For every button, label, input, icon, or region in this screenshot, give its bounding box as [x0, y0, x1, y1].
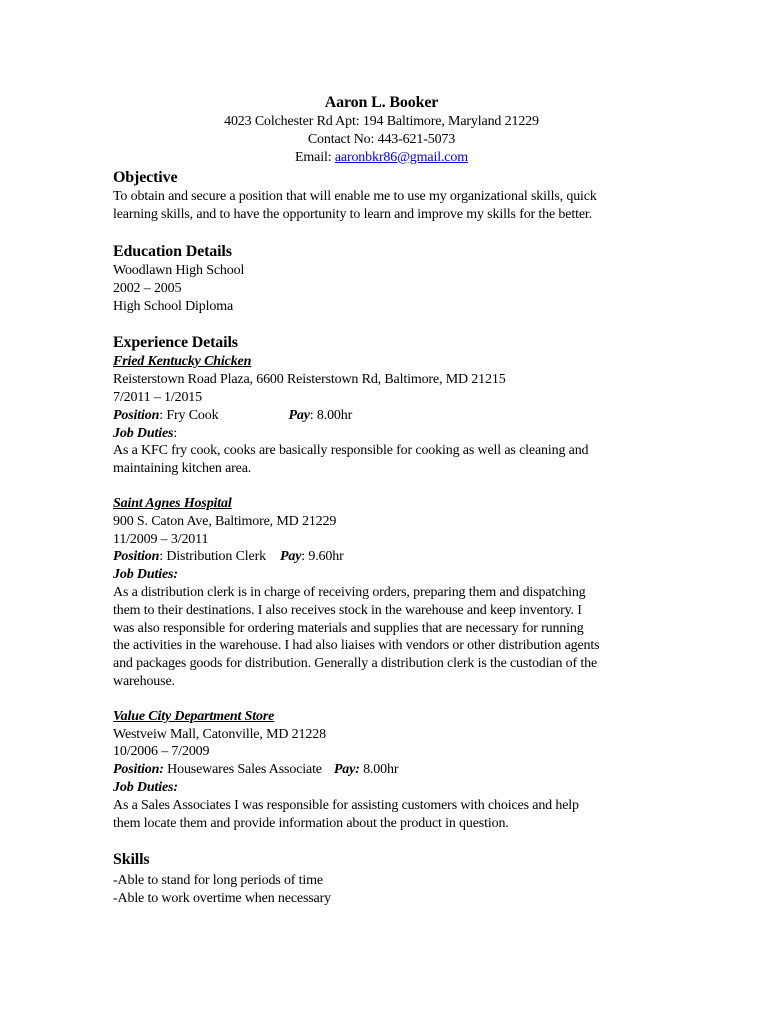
job-position: Fry Cook [166, 407, 219, 423]
duties-separator: : [173, 425, 178, 441]
duties-separator: : [173, 567, 178, 583]
resume-header [110, 93, 653, 166]
job-employer: Saint Agnes Hospital [113, 495, 232, 511]
job-employer: Fried Kentucky Chicken [113, 354, 252, 370]
job-duties-line: was also responsible for ordering materials and supplies that are necessary for running [113, 620, 584, 636]
position-separator: : [159, 407, 167, 423]
pay-separator: : [309, 407, 317, 423]
objective-line-1: To obtain and secure a position that will enable me to use my organizational skills, quick [113, 189, 597, 205]
duties-label: Job Duties [113, 567, 174, 583]
objective-section [113, 168, 653, 224]
job-entry [113, 353, 653, 478]
pay-label: Pay [279, 549, 302, 565]
job-duties-line: the activities in the warehouse. I had also liaises with vendors or other distribution agents [113, 638, 600, 654]
job-duties-label-line [113, 779, 653, 797]
skill-item: -Able to stand for long periods of time [113, 873, 323, 889]
skill-item: -Able to work overtime when necessary [113, 891, 331, 907]
job-duties-line: As a Sales Associates I was responsible for assisting customers with choices and help [113, 797, 579, 813]
education-title: Education Details [113, 242, 232, 260]
pay-separator: : [301, 549, 309, 565]
skills-title: Skills [113, 851, 150, 869]
pay-label: Pay [333, 762, 356, 778]
education-degree: High School Diploma [113, 298, 234, 314]
experience-section [113, 333, 653, 832]
job-dates: 10/2006 – 7/2009 [113, 744, 210, 760]
skills-section [113, 850, 653, 908]
job-duties-line: them locate them and provide information about the product in question. [113, 815, 509, 831]
job-duties-line: warehouse. [113, 673, 175, 689]
job-entry [113, 708, 653, 833]
job-pay: 8.00hr [316, 407, 353, 423]
applicant-address: 4023 Colchester Rd Apt: 194 Baltimore, Maryland 21229 [224, 114, 539, 129]
education-section [113, 242, 653, 315]
position-label: Position [113, 407, 160, 423]
applicant-contact: Contact No: 443-621-5073 [307, 131, 456, 147]
education-years: 2002 – 2005 [113, 280, 182, 296]
job-address: Westveiw Mall, Catonville, MD 21228 [113, 726, 326, 742]
pay-separator: : [355, 762, 364, 778]
job-pay: 9.60hr [308, 549, 344, 565]
duties-separator: : [173, 779, 178, 795]
job-pay: 8.00hr [363, 762, 399, 778]
position-label: Position [113, 762, 160, 778]
duties-label: Job Duties [113, 425, 174, 441]
job-position-line [113, 548, 653, 566]
position-separator: : [159, 762, 168, 778]
education-school: Woodlawn High School [113, 262, 245, 278]
job-duties-label-line [113, 425, 653, 443]
resume-document [113, 93, 653, 908]
job-entry [113, 495, 653, 691]
experience-title: Experience Details [113, 334, 238, 352]
job-duties-line: them to their destinations. I also receives stock in the warehouse and keep inventory. I [113, 602, 582, 618]
job-duties-line: As a distribution clerk is in charge of receiving orders, preparing them and dispatching [113, 584, 586, 600]
job-duties-line: maintaining kitchen area. [113, 461, 252, 477]
job-duties-line: As a KFC fry cook, cooks are basically responsible for cooking as well as cleaning and [113, 443, 589, 459]
job-address: 900 S. Caton Ave, Baltimore, MD 21229 [113, 513, 337, 529]
job-position: Housewares Sales Associate [167, 762, 322, 778]
job-dates: 7/2011 – 1/2015 [113, 389, 203, 405]
job-position: Distribution Clerk [166, 549, 266, 565]
job-employer: Value City Department Store [113, 708, 275, 724]
job-duties-label-line [113, 566, 653, 584]
job-position-line [113, 761, 653, 779]
applicant-email-line [110, 149, 653, 167]
position-separator: : [159, 549, 167, 565]
objective-line-2: learning skills, and to have the opportunity to learn and improve my skills for the better. [113, 207, 592, 223]
job-dates: 11/2009 – 3/2011 [113, 531, 209, 547]
duties-label: Job Duties [113, 779, 174, 795]
position-label: Position [113, 549, 160, 565]
job-duties-line: and packages goods for distribution. Generally a distribution clerk is the custodian of the [113, 656, 598, 672]
email-link[interactable]: aaronbkr86@gmail.com [334, 149, 468, 165]
job-position-line [113, 407, 653, 425]
objective-title: Objective [113, 169, 178, 187]
job-address: Reisterstown Road Plaza, 6600 Reisterstown Rd, Baltimore, MD 21215 [113, 372, 506, 388]
applicant-name: Aaron L. Booker [324, 94, 439, 111]
email-label: Email: [295, 149, 335, 165]
pay-label: Pay [288, 407, 310, 423]
